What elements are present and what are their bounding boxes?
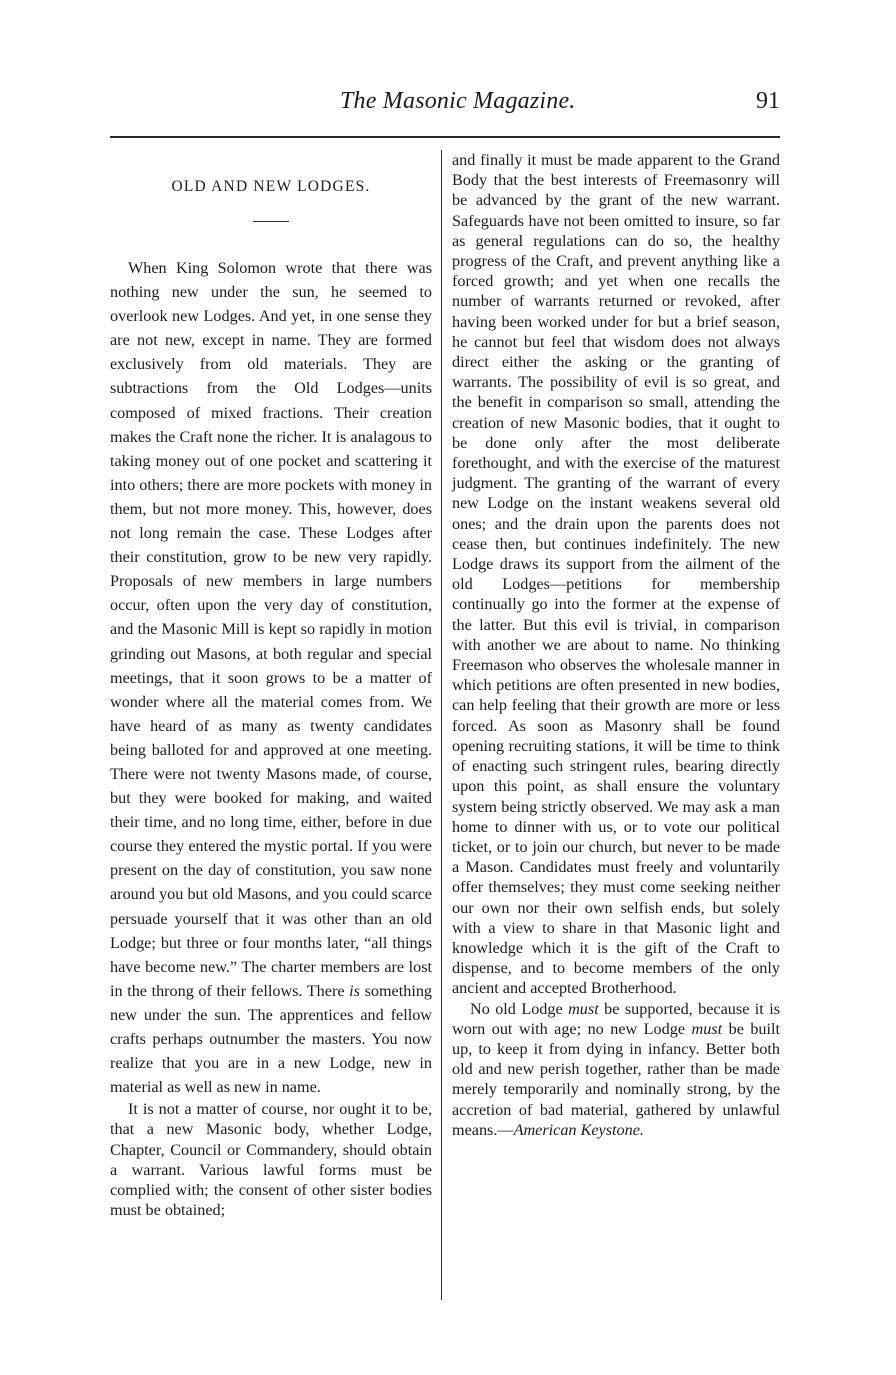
page-number: 91 (756, 88, 780, 114)
paragraph: and finally it must be made apparent to the Grand Body that the best interests of Freemasonry will be advanced by the grant of the new warrant. Safeguards have not been omitted to insure, so far as general regulations can do so, the healthy progress of the Craft, and prevent anything like a forced growth; and yet when one recalls the number of warrants returned or revoked, after having been worked under for but a brief season, he cannot but feel that wisdom does not always direct either the asking or the granting of warrants. The possibility of evil is so great, and the benefit in comparison so small, attending the creation of new Masonic bodies, that it ought to be done only after the most deliberate forethought, and with the exercise of the maturest judgment. The granting of the warrant of every new Lodge on the instant weakens several old ones; and the drain upon the parents does not cease then, but continues indefinitely. The new Lodge draws its support from the ailment of the old Lodges—petitions for membership continually go into the former at the expense of the latter. But this evil is trivial, in comparison with another we are about to name. No thinking Freemason who observes the wholesale manner in which petitions are often presented in new bodies, can help feeling that their growth are more or less forced. As soon as Masonry shall be found opening recruiting stations, it will be time to think of enacting such stringent rules, bearing directly upon this point, as shall ensure the voluntary system being strictly observed. We may ask a man home to dinner with us, or to vote our political ticket, or to join our church, but never to be made a Mason. Candidates must freely and voluntarily offer themselves; they must come seeking neither our own nor their own selfish ends, but solely with a view to share in that Masonic light and knowledge which it is the gift of the Craft to dispense, and to become members of the only ancient and accepted Brotherhood. (452, 151, 780, 998)
paragraph-text: be supported, because it is worn out with age; no new Lodge (452, 999, 781, 1038)
running-head (110, 88, 780, 122)
emphasis: must (691, 1019, 723, 1038)
paragraph (110, 256, 432, 1099)
header-rule (110, 136, 780, 138)
source-attribution: American Keystone. (513, 1120, 644, 1139)
paragraph-text: When King Solomon wrote that there was nothing new under the sun, he seemed to overlook new Lodges. And yet, in one sense they are not new, except in name. They are formed exclusively from old materials. They are subtractions from the Old Lodges—units composed of mixed fractions. Their creation makes the Craft none the richer. It is analagous to taking money out of one pocket and scattering it into others; there are more pockets with money in them, but not more money. This, however, does not long remain the case. These Lodges after their constitution, grow to be new very rapidly. Proposals of new members in large numbers occur, often upon the very day of constitution, and the Masonic Mill is kept so rapidly in motion grinding out Masons, at both regular and special meetings, that it soon grows to be a matter of wonder where all the material comes from. We have heard of as many as twenty candidates being balloted for and approved at one meeting. There were not twenty Masons made, of course, but they were booked for making, and waited their time, and no long time, either, before in due course they entered the mystic portal. If you were present on the day of constitution, you saw none around you but old Masons, and you could scarce persuade yourself that it was other than an old Lodge; but three or four months later, “all things have become new.” The charter members are lost in the throng of their fellows. There (110, 259, 432, 1000)
paragraph (452, 999, 780, 1140)
emphasis: is (349, 981, 360, 1000)
running-title: The Masonic Magazine. (340, 88, 576, 114)
paragraph-text: be built up, to keep it from dying in infancy. Better both old and new perish together, rather than be made merely temporarily and nominally strong, by the accretion of bad material, gathered by unlawful means.— (452, 1019, 781, 1139)
title-rule (253, 221, 289, 222)
right-column (452, 150, 780, 1140)
paragraph-text: No old Lodge (470, 999, 563, 1018)
paragraph: It is not a matter of course, nor ought it to be, that a new Masonic body, whether Lodge, Chapter, Council or Commandery, should obtain a warrant. Various lawful forms must be complied with; the consent of other sister bodies must be obtained; (110, 1100, 432, 1220)
column-rule (441, 150, 442, 1300)
paragraph-text: something new under the sun. The apprentices and fellow crafts perhaps outnumber the masters. You now realize that you are in a new Lodge, new in material as well as new in name. (110, 981, 433, 1097)
emphasis: must (568, 999, 599, 1018)
left-column (110, 150, 432, 1221)
article-title: OLD AND NEW LODGES. (171, 178, 371, 195)
